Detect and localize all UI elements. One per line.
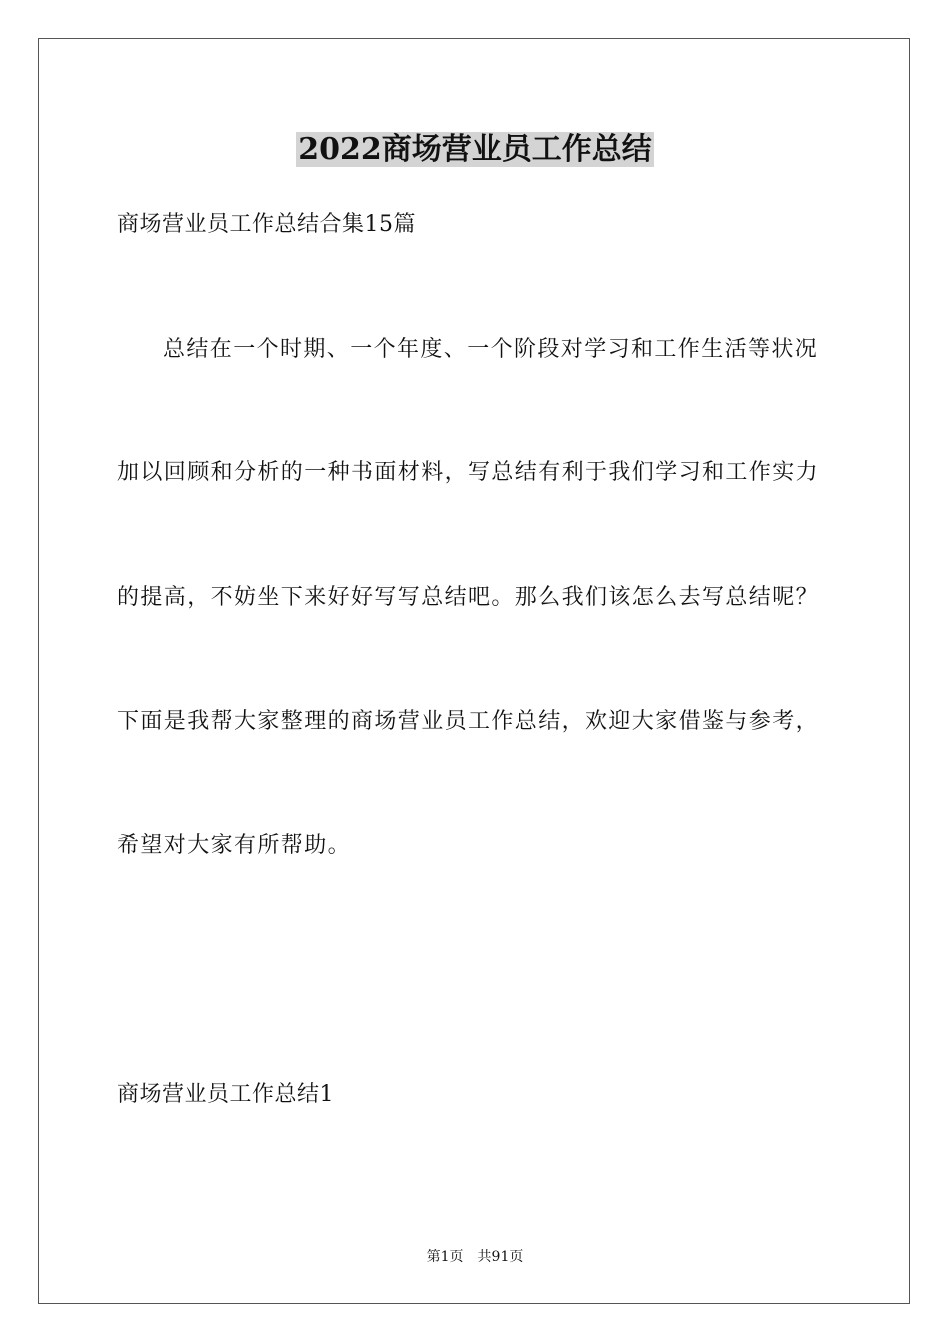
page-number: 第1页 [426, 1249, 464, 1265]
paragraph-line: 总结在一个时期、一个年度、一个阶段对学习和工作生活等状况 [163, 337, 819, 362]
page-footer [0, 1247, 950, 1267]
section-heading: 商场营业员工作总结1 [117, 1082, 334, 1107]
document-title [0, 128, 950, 172]
document-subtitle: 商场营业员工作总结合集15篇 [117, 212, 416, 237]
paragraph-line: 加以回顾和分析的一种书面材料，写总结有利于我们学习和工作实力 [117, 460, 820, 485]
paragraph-line: 的提高，不妨坐下来好好写写总结吧。那么我们该怎么去写总结呢？ [117, 585, 820, 610]
paragraph-line: 下面是我帮大家整理的商场营业员工作总结，欢迎大家借鉴与参考， [117, 709, 820, 734]
paragraph-line: 希望对大家有所帮助。 [117, 833, 352, 858]
document-title-text: 2022商场营业员工作总结 [298, 132, 652, 167]
total-pages: 共91页 [477, 1249, 524, 1265]
